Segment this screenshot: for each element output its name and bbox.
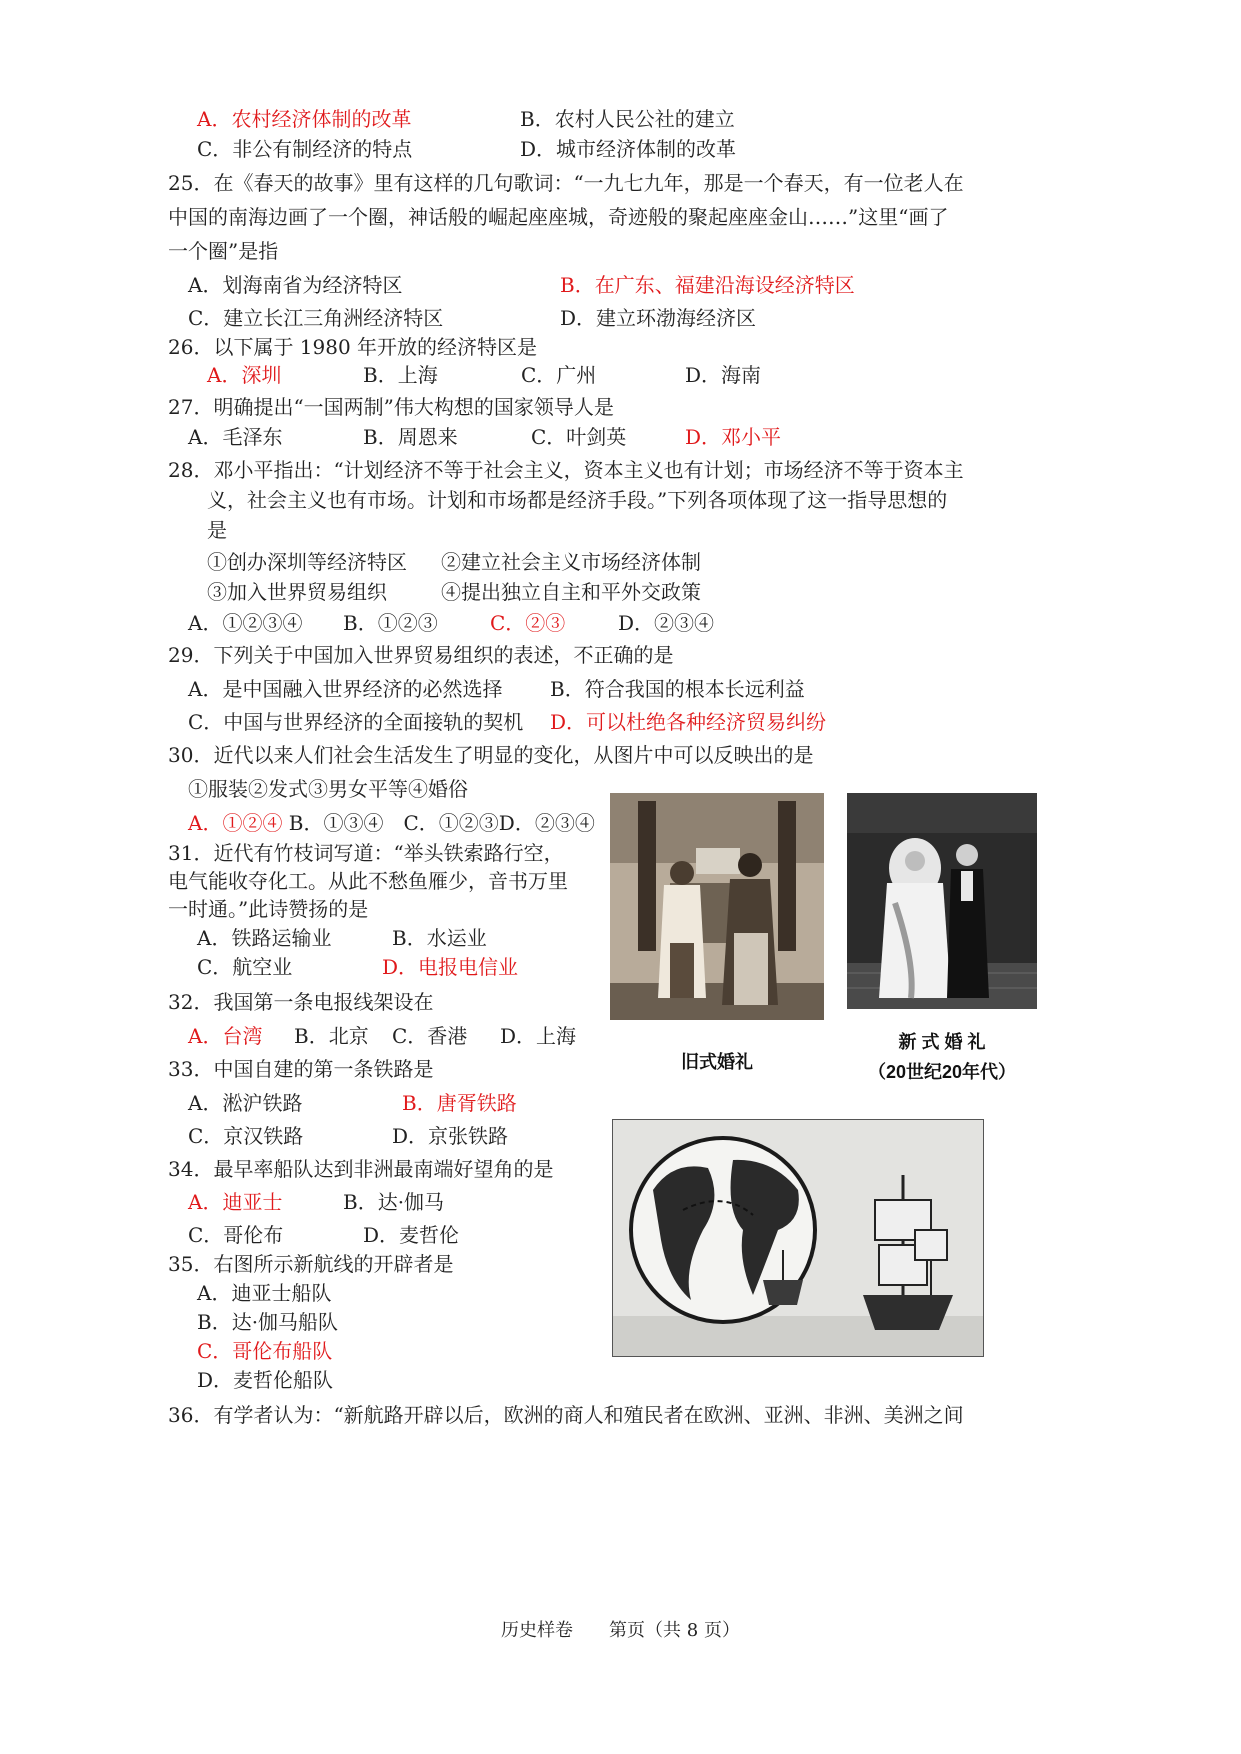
- q35-option-c: C．哥伦布船队: [197, 1339, 333, 1363]
- q32-option-a: A．台湾: [188, 1024, 263, 1048]
- q32-option-b: B．北京: [294, 1024, 369, 1048]
- q31-option-c: C．航空业: [197, 955, 293, 979]
- q31-stem-3: 一时通。”此诗赞扬的是: [168, 897, 369, 921]
- q26-stem: 26．以下属于 1980 年开放的经济特区是: [168, 335, 538, 359]
- q34-option-b: B．达·伽马: [343, 1190, 445, 1214]
- q28-option-d: D．②③④: [618, 611, 715, 635]
- q29-option-b: B．符合我国的根本长远利益: [550, 677, 805, 701]
- q29-option-d: D．可以杜绝各种经济贸易纠纷: [550, 710, 827, 734]
- q34-option-d: D．麦哲伦: [363, 1223, 460, 1247]
- q28-option-c: C．②③: [490, 611, 566, 635]
- q35-option-a: A．迪亚士船队: [197, 1281, 332, 1305]
- q33-option-a: A．淞沪铁路: [188, 1091, 303, 1115]
- q33-option-b: B．唐胥铁路: [402, 1091, 517, 1115]
- q34-option-c: C．哥伦布: [188, 1223, 284, 1247]
- q35-stem: 35．右图所示新航线的开辟者是: [168, 1252, 454, 1276]
- q24-option-a: A．农村经济体制的改革: [197, 107, 412, 131]
- q28-option-a: A．①②③④: [188, 611, 303, 635]
- q30-items: ①服装②发式③男女平等④婚俗: [188, 777, 468, 801]
- new-wedding-caption-1: 新 式 婚 礼: [898, 1032, 986, 1052]
- q25-stem-3: 一个圈”是指: [168, 239, 279, 263]
- q27-stem: 27．明确提出“一国两制”伟大构想的国家领导人是: [168, 395, 614, 419]
- q25-option-d: D．建立环渤海经济区: [560, 306, 757, 330]
- q25-stem-2: 中国的南海边画了一个圈，神话般的崛起座座城，奇迹般的聚起座座金山……”这里“画了: [168, 205, 949, 229]
- q30-option-rest: B．①③④ C．①②③D．②③④: [282, 811, 595, 835]
- q31-stem-1: 31．近代有竹枝词写道：“举头铁索路行空，: [168, 841, 564, 865]
- q26-option-b: B．上海: [363, 363, 438, 387]
- q24-option-c: C．非公有制经济的特点: [197, 137, 413, 161]
- q27-option-d: D．邓小平: [685, 425, 782, 449]
- q24-option-b: B．农村人民公社的建立: [520, 107, 735, 131]
- q31-option-b: B．水运业: [392, 926, 487, 950]
- q28-item-1: ①创办深圳等经济特区: [207, 550, 407, 574]
- old-wedding-caption: 旧式婚礼: [681, 1052, 753, 1072]
- q30-options: [188, 810, 595, 836]
- q28-option-b: B．①②③: [343, 611, 438, 635]
- q33-option-d: D．京张铁路: [392, 1124, 509, 1148]
- q29-option-c: C．中国与世界经济的全面接轨的契机: [188, 710, 524, 734]
- q31-option-a: A．铁路运输业: [197, 926, 332, 950]
- q28-stem-1: 28．邓小平指出：“计划经济不等于社会主义，资本主义也有计划；市场经济不等于资本主: [168, 458, 964, 482]
- q29-option-a: A．是中国融入世界经济的必然选择: [188, 677, 503, 701]
- q29-stem: 29．下列关于中国加入世界贸易组织的表述，不正确的是: [168, 643, 674, 667]
- q25-stem-1: 25．在《春天的故事》里有这样的几句歌词：“一九七九年，那是一个春天，有一位老人在: [168, 171, 964, 195]
- q25-option-a: A．划海南省为经济特区: [188, 273, 403, 297]
- q32-option-d: D．上海: [500, 1024, 577, 1048]
- q27-option-c: C．叶剑英: [531, 425, 627, 449]
- q25-option-b: B．在广东、福建沿海设经济特区: [560, 273, 855, 297]
- q28-item-4: ④提出独立自主和平外交政策: [441, 580, 701, 604]
- q28-item-3: ③加入世界贸易组织: [207, 580, 387, 604]
- q24-option-d: D．城市经济体制的改革: [520, 137, 737, 161]
- q35-option-d: D．麦哲伦船队: [197, 1368, 334, 1392]
- q33-stem: 33．中国自建的第一条铁路是: [168, 1057, 434, 1081]
- q27-option-b: B．周恩来: [363, 425, 458, 449]
- q32-stem: 32．我国第一条电报线架设在: [168, 990, 434, 1014]
- navigation-route-illustration: [612, 1119, 984, 1357]
- q35-option-b: B．达·伽马船队: [197, 1310, 339, 1334]
- q30-stem: 30．近代以来人们社会生活发生了明显的变化，从图片中可以反映出的是: [168, 743, 814, 767]
- q26-option-a: A．深圳: [207, 363, 282, 387]
- q27-option-a: A．毛泽东: [188, 425, 283, 449]
- q30-option-a: A．①②④: [188, 811, 283, 835]
- page-footer: 历史样卷 第页（共 8 页）: [501, 1620, 740, 1641]
- q36-stem: 36．有学者认为：“新航路开辟以后，欧洲的商人和殖民者在欧洲、亚洲、非洲、美洲之间: [168, 1403, 964, 1427]
- q34-option-a: A．迪亚士: [188, 1190, 283, 1214]
- q26-option-c: C．广州: [521, 363, 597, 387]
- q28-stem-2: 义，社会主义也有市场。计划和市场都是经济手段。”下列各项体现了这一指导思想的: [207, 488, 948, 512]
- old-wedding-photo: [610, 793, 824, 1020]
- q25-option-c: C．建立长江三角洲经济特区: [188, 306, 444, 330]
- q28-item-2: ②建立社会主义市场经济体制: [441, 550, 701, 574]
- q31-stem-2: 电气能收夺化工。从此不愁鱼雁少，音书万里: [168, 869, 568, 893]
- q28-stem-3: 是: [207, 518, 227, 542]
- q32-option-c: C．香港: [392, 1024, 468, 1048]
- q33-option-c: C．京汉铁路: [188, 1124, 304, 1148]
- q31-option-d: D．电报电信业: [382, 955, 519, 979]
- q26-option-d: D．海南: [685, 363, 762, 387]
- new-wedding-photo: [847, 793, 1037, 1009]
- new-wedding-caption-2: （20世纪20年代）: [867, 1062, 1017, 1082]
- q34-stem: 34．最早率船队达到非洲最南端好望角的是: [168, 1157, 554, 1181]
